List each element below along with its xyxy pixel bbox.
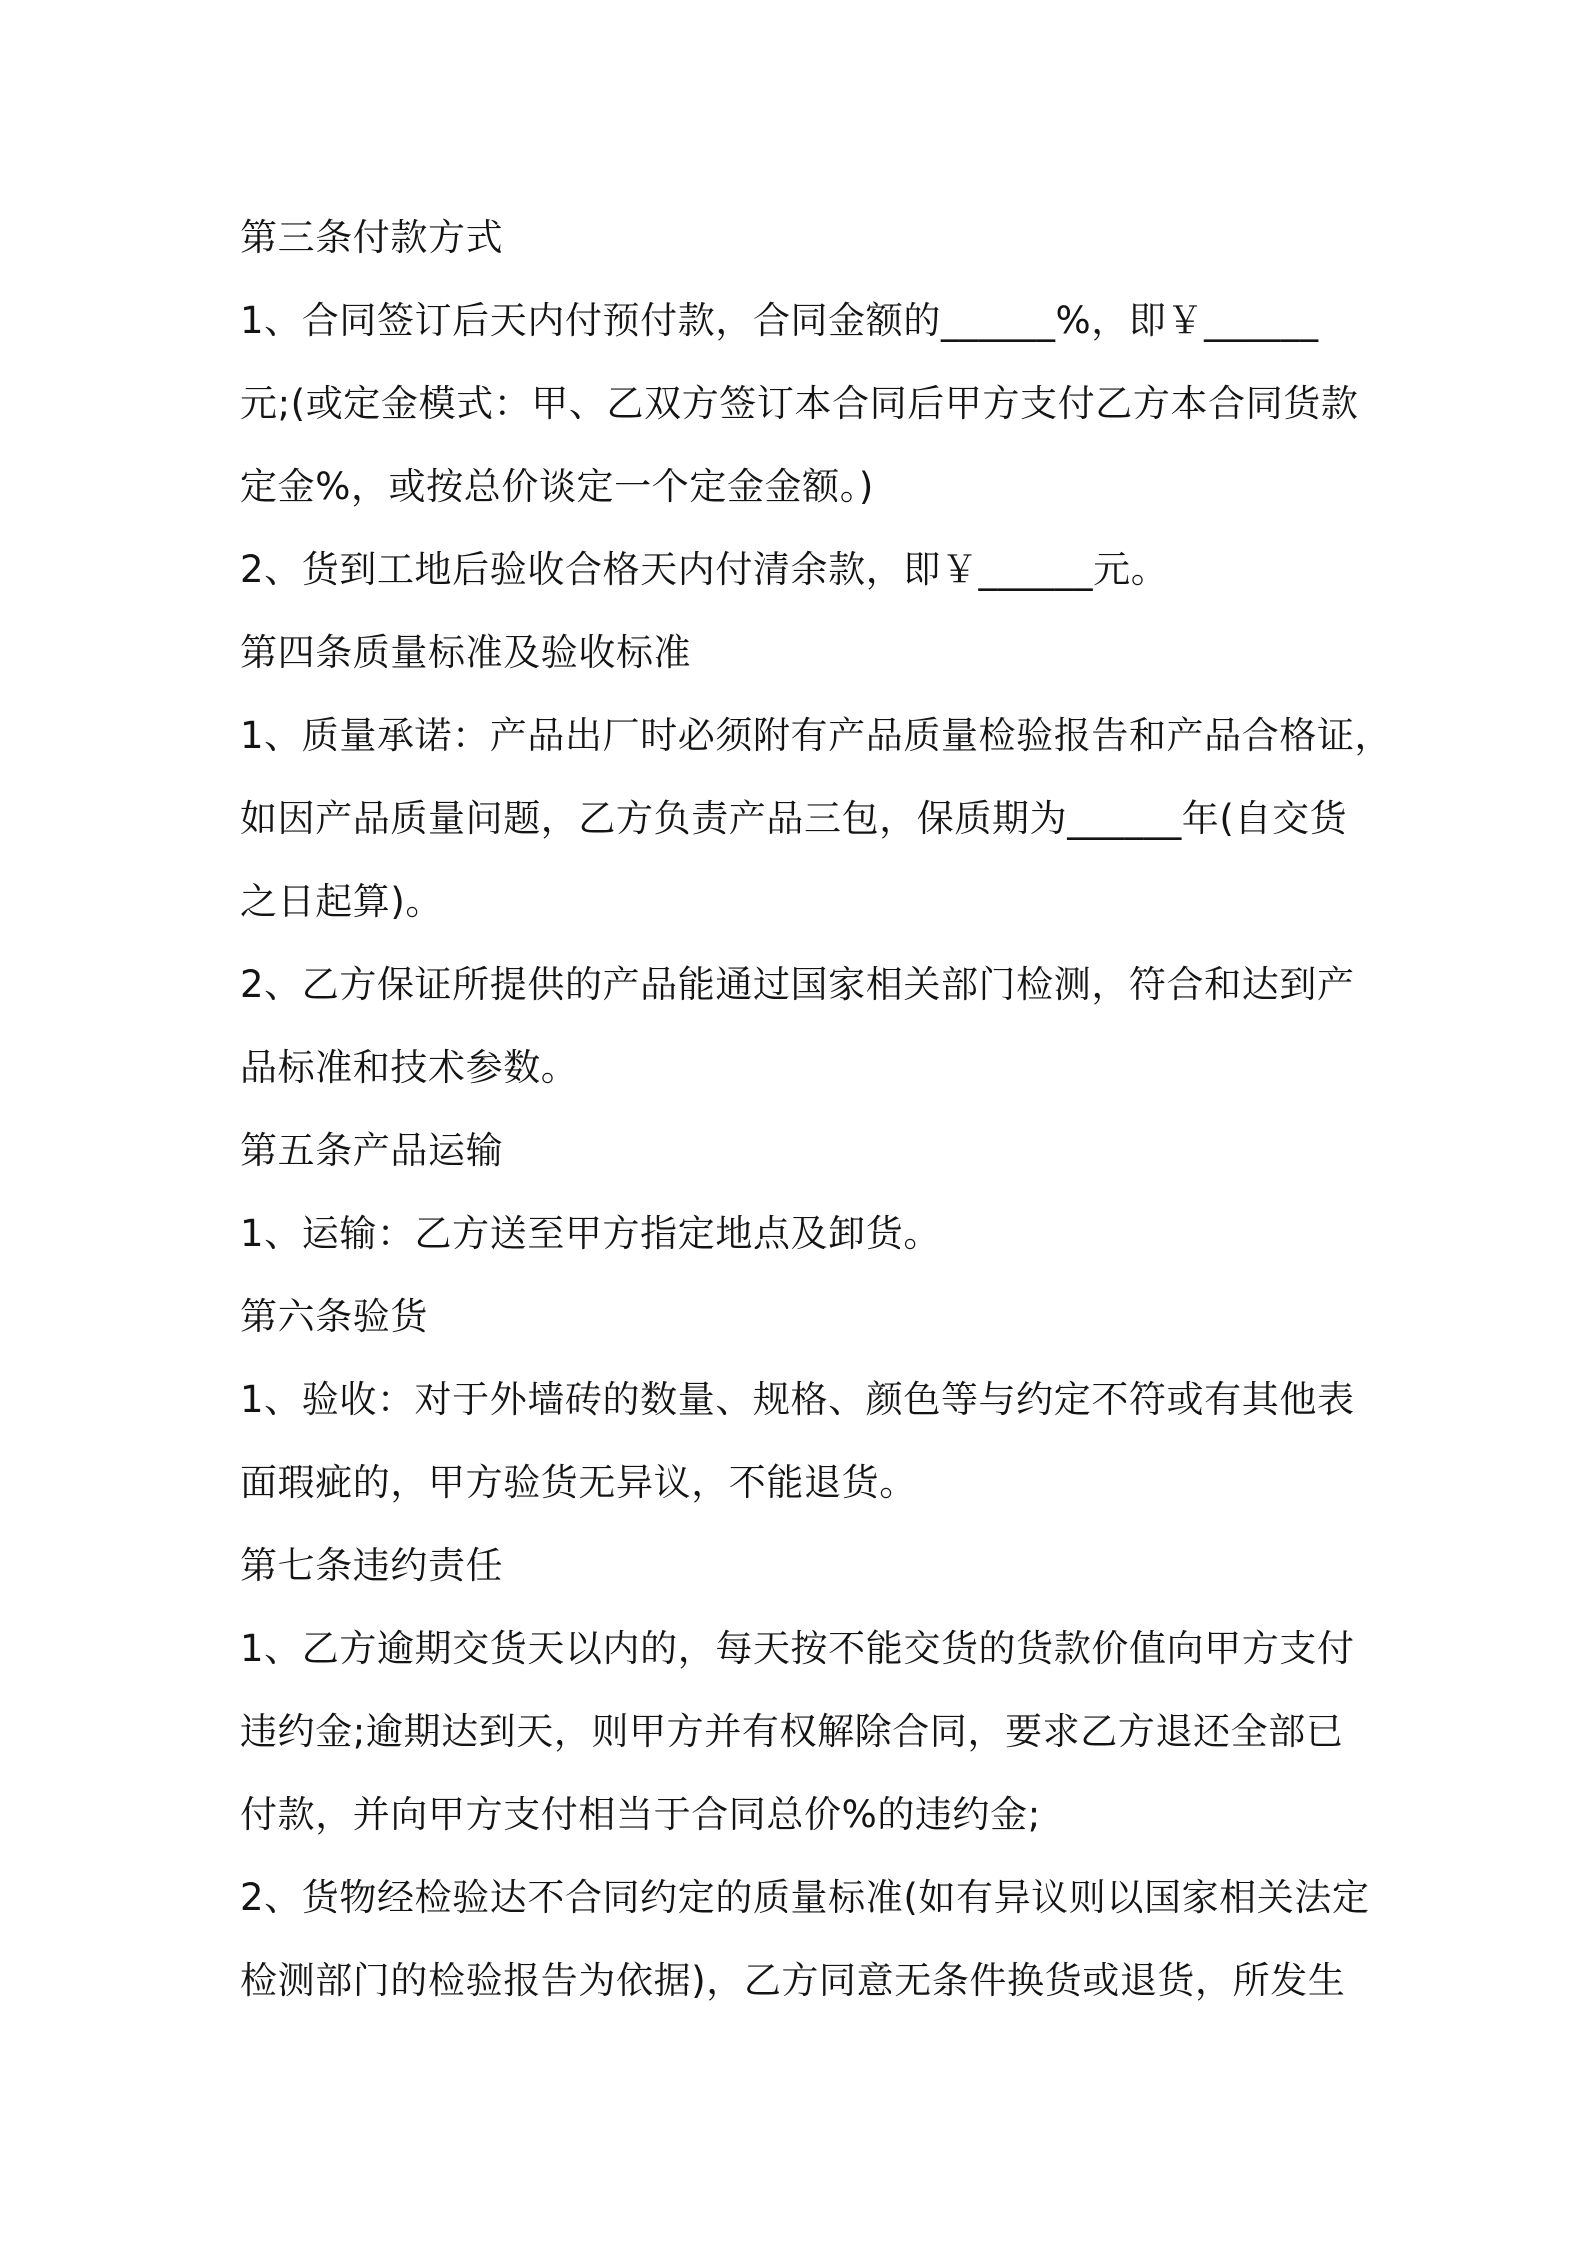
- paragraph-line: 面瑕疵的，甲方验货无异议，不能退货。: [240, 1461, 917, 1504]
- paragraph-line: 如因产品质量问题，乙方负责产品三包，保质期为______年(自交货: [240, 797, 1348, 840]
- paragraph-line: 品标准和技术参数。: [240, 1046, 579, 1089]
- paragraph-line: 1、乙方逾期交货天以内的，每天按不能交货的货款价值向甲方支付: [240, 1627, 1355, 1670]
- document-body: [240, 196, 1393, 2022]
- paragraph-line: 元;(或定金模式：甲、乙双方签订本合同后甲方支付乙方本合同货款: [240, 382, 1359, 425]
- section-heading-transport: 第五条产品运输: [240, 1129, 504, 1172]
- paragraph-line: 付款，并向甲方支付相当于合同总价%的违约金;: [240, 1793, 1041, 1836]
- paragraph-line: 2、乙方保证所提供的产品能通过国家相关部门检测，符合和达到产: [240, 963, 1355, 1006]
- section-heading-inspection: 第六条验货: [240, 1295, 428, 1338]
- paragraph-line: 2、货到工地后验收合格天内付清余款，即￥______元。: [240, 548, 1169, 591]
- paragraph-line: 之日起算)。: [240, 880, 444, 923]
- paragraph-line: 1、验收：对于外墙砖的数量、规格、颜色等与约定不符或有其他表: [240, 1378, 1355, 1421]
- paragraph-line: 2、货物经检验达不合同约定的质量标准(如有异议则以国家相关法定: [240, 1876, 1370, 1919]
- section-heading-payment: 第三条付款方式: [240, 216, 504, 259]
- paragraph-line: 定金%，或按总价谈定一个定金金额。): [240, 465, 874, 508]
- paragraph-line: 1、运输：乙方送至甲方指定地点及卸货。: [240, 1212, 941, 1255]
- paragraph-line: 1、合同签订后天内付预付款，合同金额的______%，即￥______: [240, 299, 1319, 342]
- section-heading-liability: 第七条违约责任: [240, 1544, 504, 1587]
- section-heading-quality: 第四条质量标准及验收标准: [240, 631, 692, 674]
- paragraph-line: 1、质量承诺：产品出厂时必须附有产品质量检验报告和产品合格证，: [240, 714, 1393, 757]
- paragraph-line: 检测部门的检验报告为依据)，乙方同意无条件换货或退货，所发生: [240, 1959, 1346, 2002]
- paragraph-line: 违约金;逾期达到天，则甲方并有权解除合同，要求乙方退还全部已: [240, 1710, 1344, 1753]
